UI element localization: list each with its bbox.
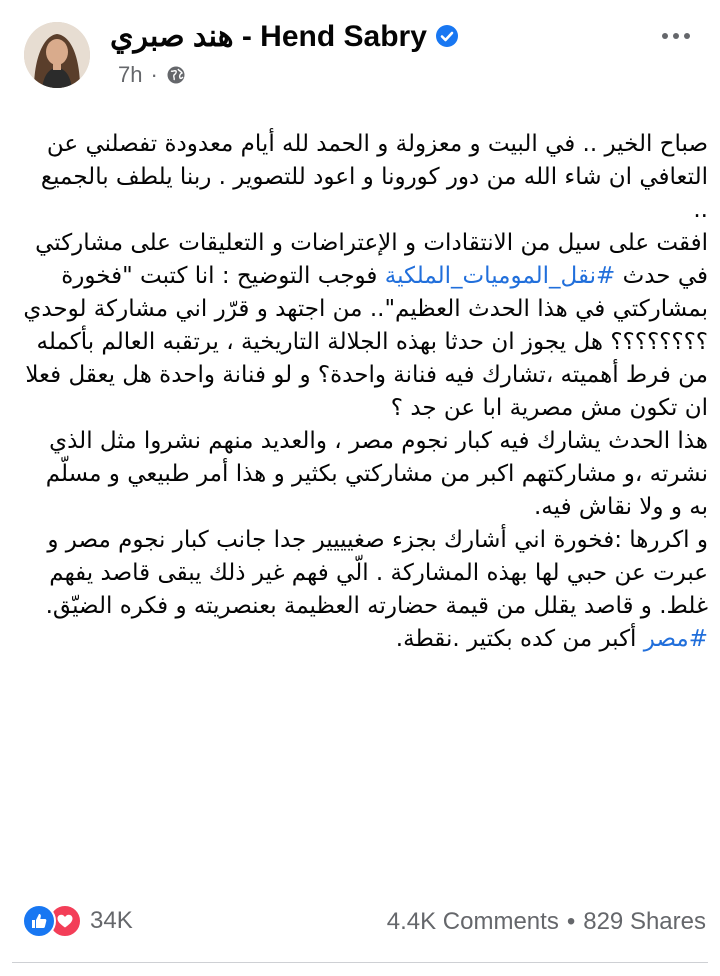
more-options-button[interactable] [656,24,696,48]
reactions-summary[interactable] [22,904,133,938]
author-row [110,14,459,58]
post-paragraph-4: و اكررها :فخورة اني أشارك بجزء صغيييير جدا جانب كبار نجوم مصر و عبرت عن حبي لها بهذه المشاركة . الّي فهم غير ذلك يبقى قاصد يفهم غلط. و قاصد يقلل من قيمة حضارته العظيمة بعنصريته و فكره الضيّق. [45,527,708,619]
paragraph-2-end: فوجب التوضيح : انا كتبت "فخورة بمشاركتي في هذا الحدث العظيم".. من اجتهد و قرّر اني مشاركة لوحدي ؟؟؟؟؟؟؟؟ هل يجوز ان حدثا بهذه الجلالة التاريخية ، يرتقبه العالم بأكمله من فرط أهميته ،تشارك فيه فنانة واحدة؟ و لو فنانة واحدة هل يعقل فعلا ان تكون مش مصرية ابا عن جد ؟ [23,263,708,421]
comments-count-link[interactable]: 4.4K Comments [386,908,559,935]
footer-divider [12,962,708,963]
post-paragraph-5 [22,623,708,656]
stats-separator: • [566,908,576,935]
author-name[interactable]: هند صبري - Hend Sabry [110,19,427,53]
dot-icon [684,33,690,39]
post-footer [0,896,720,948]
post-meta [118,62,186,88]
post-time[interactable]: 7h [118,62,143,87]
engagement-stats [387,908,706,936]
globe-icon[interactable] [166,65,186,85]
paragraph-5-end: أكبر من كده بكتير .نقطة. [395,626,637,652]
post-paragraph-1: صباح الخير .. في البيت و معزولة و الحمد لله أيام معدودة تفصلني عن التعافي ان شاء الله من دور كورونا و اعود للتصوير . ربنا يلطف بالجميع .. [40,131,708,223]
reactions-count: 34K [90,907,133,934]
dot-icon [662,33,668,39]
paragraph-2-start: افقت على سيل من الانتقادات و الإعتراضات و التعليقات على مشاركتي في حدث [35,230,708,289]
post-paragraph-2 [22,227,708,425]
hashtag-link-egypt[interactable]: #مصر [643,626,708,652]
verified-badge-icon [435,24,459,48]
like-icon [22,904,56,938]
post-text [22,128,708,656]
post-paragraph-3: هذا الحدث يشارك فيه كبار نجوم مصر ، والعديد منهم نشروا مثل الذي نشرته ،و مشاركتهم اكبر من مشاركتي بكثير و هذا أمر طبيعي و مسلّم به و ولا نقاش فيه. [45,428,708,520]
shares-count-link[interactable]: 829 Shares [583,908,706,935]
meta-separator: · [150,62,158,87]
post-header [0,0,720,110]
author-avatar[interactable] [24,22,90,88]
hashtag-link-mummies[interactable]: #نقل_الموميات_الملكية [384,263,616,289]
dot-icon [673,33,679,39]
